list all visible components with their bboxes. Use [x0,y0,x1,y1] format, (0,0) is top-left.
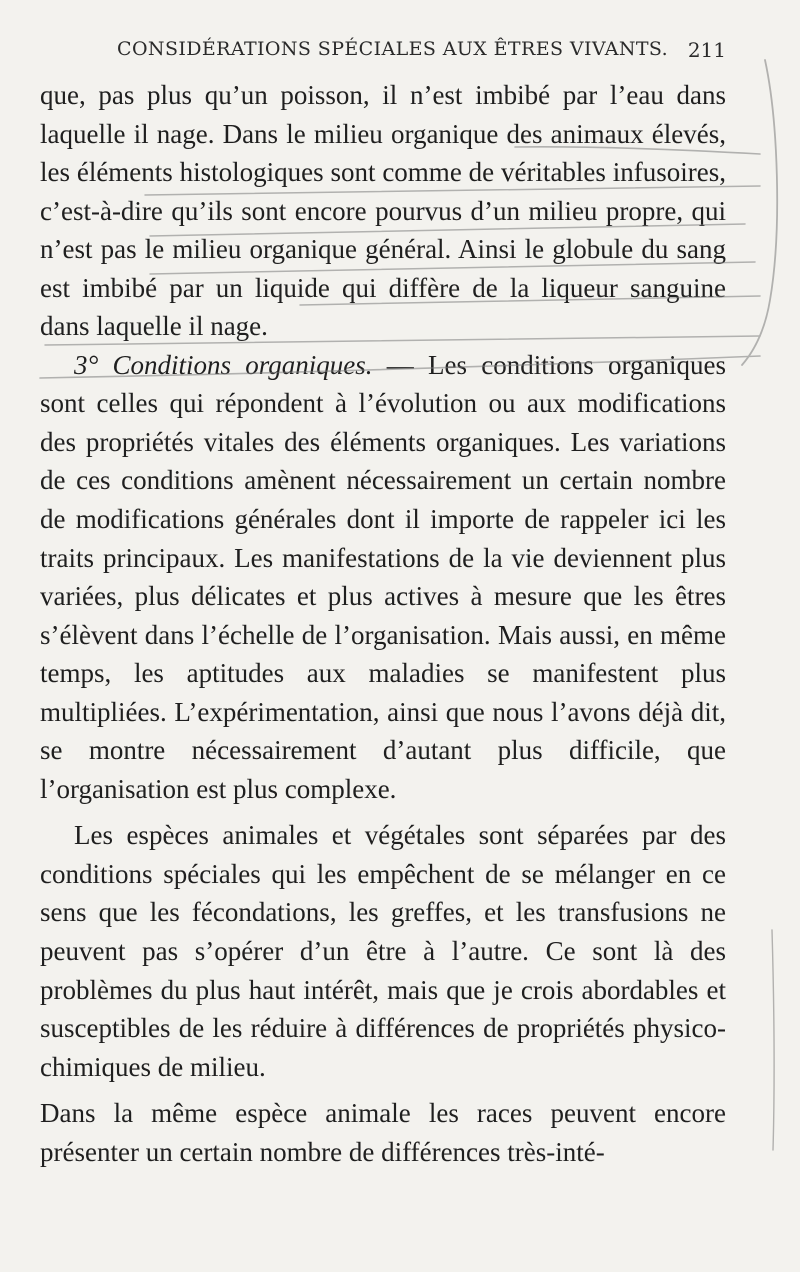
paragraph-2-text: — Les conditions organiques sont celles qui répondent à l’évolution ou aux modifications des propriétés vitales des éléments organiques. Les variations de ces conditions amènent nécessairement un certain nombre de modifications générales dont il importe de rappeler ici les traits principaux. Les manifestations de la vie deviennent plus variées, plus délicates et plus actives à mesure que les êtres s’élèvent dans l’échelle de l’organisation. Mais aussi, en même temps, les aptitudes aux maladies se manifestent plus multipliées. L’expérimentation, ainsi que nous l’avons déjà dit, se montre nécessairement d’autant plus difficile, que l’organisation est plus complexe. [40,349,726,804]
paragraph-1: que, pas plus qu’un poisson, il n’est imbibé par l’eau dans laquelle il nage. Dans le milieu organique des animaux élevés, les éléments histologiques sont comme de véritables infusoires, c’est-à-dire qu’ils sont encore pourvus d’un milieu propre, qui n’est pas le milieu organique général. Ainsi le globule du sang est imbibé par un liquide qui diffère de la liqueur sanguine dans laquelle il nage. [40,80,726,342]
paragraph-2 [40,346,726,809]
page-number: 211 [687,38,726,62]
body-text [40,76,726,1171]
section-heading: 3° Conditions organiques. [74,349,373,380]
paragraph-4: Dans la même espèce animale les races peuvent encore présenter un certain nombre de différences très-inté- [40,1098,726,1167]
pencil-margin-line [772,930,774,1150]
page-header [40,38,726,68]
pencil-margin-line [742,60,777,365]
running-title: CONSIDÉRATIONS SPÉCIALES AUX ÊTRES VIVANTS. [117,38,669,60]
paragraph-3: Les espèces animales et végétales sont séparées par des conditions spéciales qui les empêchent de se mélanger en ce sens que les fécondations, les greffes, et les transfusions ne peuvent pas s’opérer d’un être à l’autre. Ce sont là des problèmes du plus haut intérêt, mais que je crois abordables et susceptibles de les réduire à différences de propriétés physico-chimiques de milieu. [40,820,726,1082]
